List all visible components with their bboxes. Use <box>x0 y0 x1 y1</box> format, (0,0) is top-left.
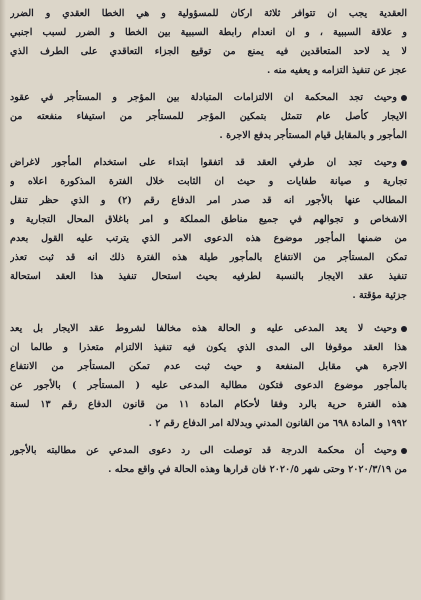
text-line <box>10 441 407 460</box>
line-text: ١٩٩٢ و المادة ٦٩٨ من القانون المدني وبدلالة امر الدفاع رقم ٢ . <box>148 418 407 429</box>
text-line <box>10 61 407 80</box>
line-text: العقدية يجب ان تتوافر ثلاثة اركان للمسؤولية و هي الخطا العقدي و الضرر <box>10 8 407 19</box>
text-line <box>10 88 407 107</box>
paragraph <box>10 88 407 145</box>
line-text: هذا العقد موقوفا الى المدى الذي يكون فيه تنفيذ الالتزام متعذرا و طالما ان <box>10 342 407 353</box>
paragraph-gap <box>10 145 407 153</box>
bullet-icon <box>401 95 407 101</box>
text-line <box>10 357 407 376</box>
line-text: هذه الفترة حرية بالرد وفقا لأحكام المادة ١١ من قانون الدفاع رقم ١٣ لسنة <box>10 399 407 410</box>
bullet-icon <box>401 448 407 454</box>
paragraph <box>10 319 407 433</box>
paragraph-gap <box>10 305 407 319</box>
line-text: تجارية و صيانة طفايات و حيث ان الثابت خلال الفترة المذكورة اعلاه و <box>10 176 407 187</box>
text-line <box>10 229 407 248</box>
bullet-icon <box>401 326 407 332</box>
bullet-icon <box>401 160 407 166</box>
text-line <box>10 319 407 338</box>
line-text: الايجار كأصل عام تتمثل بتمكين المؤجر للمستأجر من استيفاء منفعته من <box>10 111 407 122</box>
paragraph <box>10 4 407 80</box>
text-line <box>10 172 407 191</box>
paragraph <box>10 441 407 479</box>
text-line <box>10 395 407 414</box>
line-text: من ضمنها المأجور موضوع هذه الدعوى الامر الذي يترتب عليه القول بعدم <box>10 233 407 244</box>
text-line <box>10 4 407 23</box>
line-text: الاجرة هي مقابل المنفعة و حيث ثبت عدم تمكن المستأجر من الانتفاع <box>10 361 407 372</box>
paragraph-gap <box>10 80 407 88</box>
text-line <box>10 460 407 479</box>
line-text: وحيث أن محكمة الدرجة قد توصلت الى رد دعوى المدعي عن مطالبته بالأجور <box>10 445 397 456</box>
line-text: المأجور و بالمقابل قيام المستأجر بدفع الاجرة . <box>219 130 407 141</box>
line-text: المطالب عنها بالأجور انه قد صدر امر الدفاع رقم (٢) و الذي حظر تنقل <box>10 195 407 206</box>
line-text: وحيث تجد المحكمة ان الالتزامات المتبادلة بين المؤجر و المستأجر في عقود <box>10 92 397 103</box>
text-line <box>10 267 407 286</box>
text-line <box>10 210 407 229</box>
line-text: جزئية مؤقتة . <box>352 290 407 301</box>
text-line <box>10 126 407 145</box>
document-body <box>10 4 407 479</box>
text-line <box>10 414 407 433</box>
text-line <box>10 23 407 42</box>
line-text: تنفيذ عقد الايجار بالنسبة لطرفيه بحيث استحال تنفيذ هذا العقد استحالة <box>10 271 407 282</box>
text-line <box>10 338 407 357</box>
text-line <box>10 248 407 267</box>
paragraph <box>10 153 407 305</box>
line-text: وحيث لا يعد المدعى عليه و الحالة هذه مخالفا لشروط عقد الايجار بل يعد <box>10 323 397 334</box>
line-text: من ٢٠٢٠/٣/١٩ وحتى شهر ٢٠٢٠/٥ فان قرارها وهذه الحالة في واقع محله . <box>108 464 407 475</box>
page-edge-shadow <box>0 0 6 600</box>
text-line <box>10 286 407 305</box>
line-text: لا يد لاحد المتعاقدين فيه يمنع من توقيع الجزاء التعاقدي على الطرف الذي <box>10 46 407 57</box>
text-line <box>10 42 407 61</box>
text-line <box>10 191 407 210</box>
paragraph-gap <box>10 433 407 441</box>
line-text: الاشخاص و تجوالهم في جميع مناطق المملكة و امر باغلاق المحال التجارية و <box>10 214 407 225</box>
text-line <box>10 153 407 172</box>
line-text: عجز عن تنفيذ التزامه و يعفيه منه . <box>266 65 407 76</box>
text-line <box>10 376 407 395</box>
line-text: وحيث تجد ان طرفي العقد قد اتفقوا ابتداء على استخدام المأجور لاغراض <box>10 157 397 168</box>
line-text: بالمأجور موضوع الدعوى فتكون مطالبة المدعى عليه ( المستأجر ) بالأجور عن <box>10 380 407 391</box>
text-line <box>10 107 407 126</box>
line-text: و علاقة السببية ، و ان انعدام رابطة السببية بين الخطا و الضرر لسبب اجنبي <box>10 27 407 38</box>
line-text: تمكن المستأجر من الانتفاع بالمأجور طيلة هذه الفترة ذلك انه قد ثبت تعذر <box>10 252 407 263</box>
